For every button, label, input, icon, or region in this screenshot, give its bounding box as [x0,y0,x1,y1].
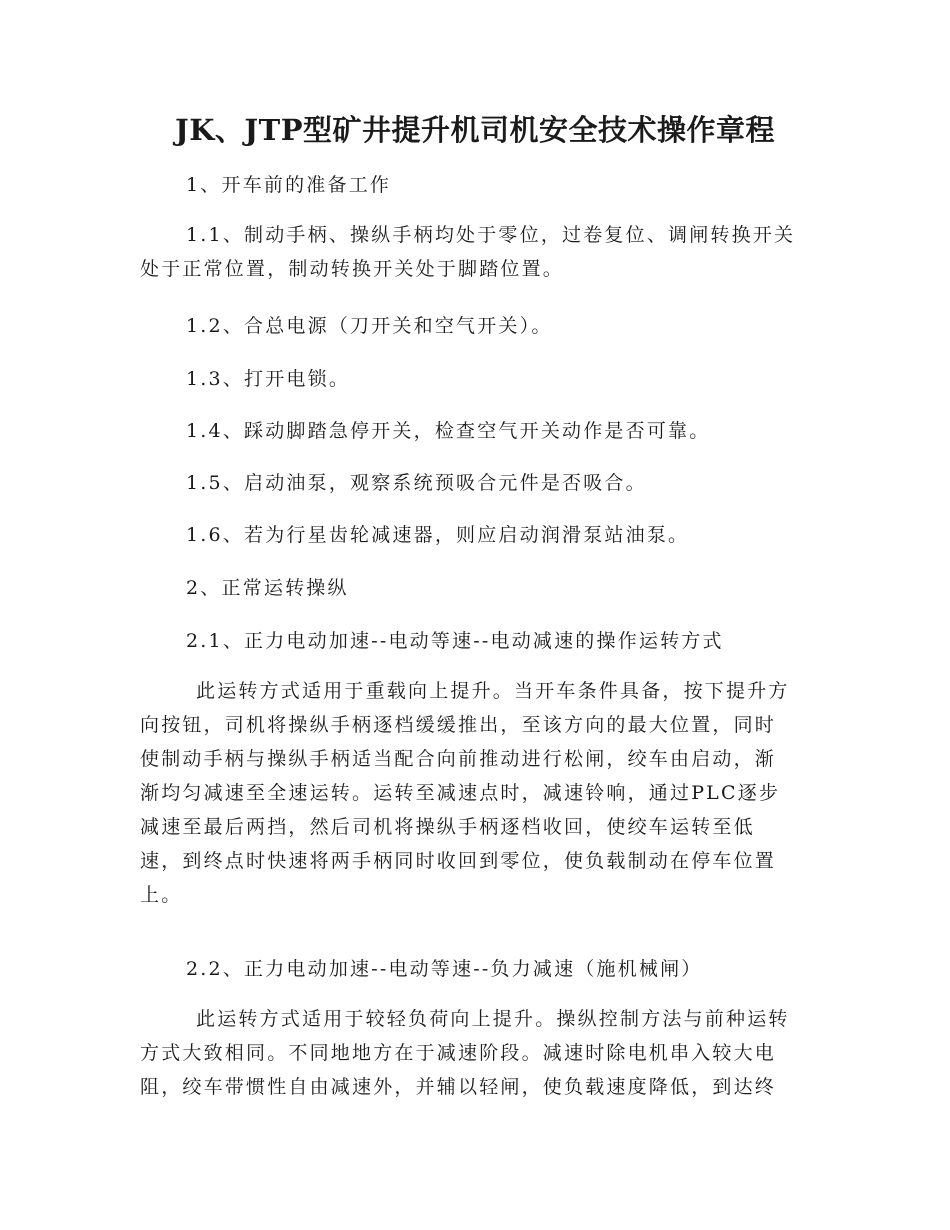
clause-1-5: 1.5、启动油泵，观察系统预吸合元件是否吸合。 [186,472,647,494]
clause-2-1-line-4: 渐均匀减速至全速运转。运转至减速点时，减速铃响，通过PLC逐步 [140,782,781,804]
clause-1-6: 1.6、若为行星齿轮减速器，则应启动润滑泵站油泵。 [186,524,690,546]
clause-1-2: 1.2、合总电源（刀开关和空气开关）。 [186,315,553,337]
section-heading-2: 2、正常运转操纵 [186,577,349,599]
clause-2-2-line-2: 方式大致相同。不同地地方在于减速阶段。减速时除电机串入较大电 [140,1042,777,1064]
document-title: JK、JTP型矿井提升机司机安全技术操作章程 [174,113,776,147]
clause-2-1-line-7: 上。 [140,884,183,906]
clause-1-1 [140,218,810,286]
clause-2-2-body [140,1002,810,1104]
clause-2-1-line-2: 向按钮，司机将操纵手柄逐档缓缓推出，至该方向的最大位置，同时 [140,714,777,736]
clause-1-4: 1.4、踩动脚踏急停开关，检查空气开关动作是否可靠。 [186,420,711,442]
clause-2-1-line-3: 使制动手柄与操纵手柄适当配合向前推动进行松闸，绞车由启动，渐 [140,748,777,770]
clause-2-2-heading: 2.2、正力电动加速--电动等速--负力减速（施机械闸） [186,958,703,980]
clause-2-1-line-6: 速，到终点时快速将两手柄同时收回到零位，使负载制动在停车位置 [140,850,777,872]
clause-2-1-line-5: 减速至最后两挡，然后司机将操纵手柄逐档收回，使绞车运转至低 [140,816,755,838]
clause-2-2-line-3: 阻，绞车带惯性自由减速外，并辅以轻闸，使负载速度降低，到达终 [140,1076,777,1098]
clause-2-1-line-1: 此运转方式适用于重载向上提升。当开车条件具备，按下提升方 [196,680,790,702]
clause-2-1-body [140,674,810,912]
clause-1-1-line-1: 1.1、制动手柄、操纵手柄均处于零位，过卷复位、调闸转换开关 [186,224,796,246]
clause-2-2-line-1: 此运转方式适用于较轻负荷向上提升。操纵控制方法与前种运转 [196,1008,790,1030]
clause-2-1-heading: 2.1、正力电动加速--电动等速--电动减速的操作运转方式 [186,630,724,652]
clause-1-1-line-2: 处于正常位置，制动转换开关处于脚踏位置。 [140,258,565,280]
section-heading-1: 1、开车前的准备工作 [186,174,392,196]
clause-1-3: 1.3、打开电锁。 [186,368,351,390]
